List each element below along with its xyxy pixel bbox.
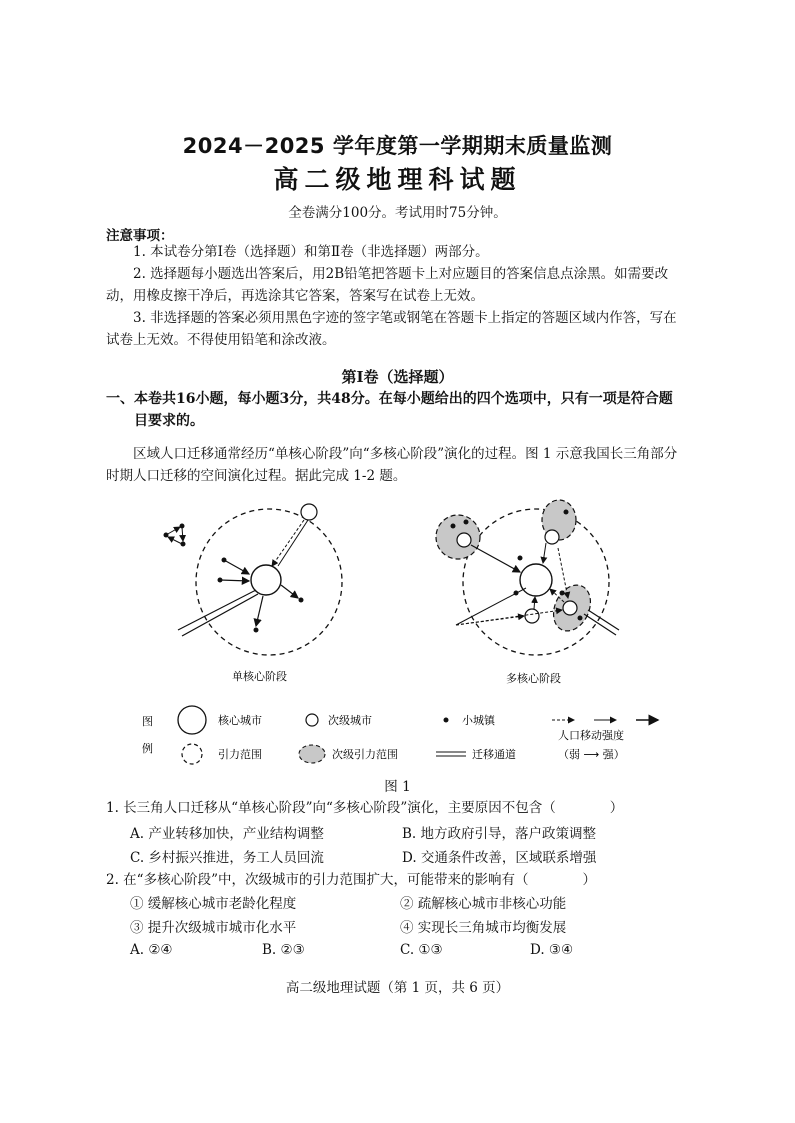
section-title: 第Ⅰ卷（选择题）	[341, 368, 454, 386]
legend	[142, 706, 658, 764]
question-2-stem: 2. 在“多核心阶段”中，次级城市的引力范围扩大，可能带来的影响有（ ）	[106, 872, 596, 888]
subject-title: 高二级地理科试题	[273, 165, 522, 194]
legend-title-2: 例	[142, 742, 153, 755]
migration-diagram	[106, 490, 696, 775]
q2-option-c: C. ①③	[400, 942, 443, 958]
notice-item-3: 3. 非选择题的答案必须用黑色字迹的签字笔或钢笔在答题卡上指定的答题区域内作答，写在试卷上无效。不得使用铅笔和涂改液。	[106, 310, 677, 348]
figure-caption: 图 1	[384, 779, 411, 795]
part-heading-line1: 一、本卷共16小题，每小题3分，共48分。在每小题给出的四个选项中，只有一项是符合题	[106, 391, 673, 407]
label-multi-core: 多核心阶段	[506, 672, 561, 685]
question-stem: 区域人口迁移通常经历“单核心阶段”向“多核心阶段”演化的过程。图 1 示意我国长三角部分时期人口迁移的空间演化过程。据此完成 1-2 题。	[106, 446, 678, 484]
legend-secondary: 次级城市	[328, 714, 372, 727]
legend-flow-line2: （弱 ⟶ 强）	[558, 748, 625, 761]
q2-statement-1: ① 缓解核心城市老龄化程度	[130, 896, 297, 912]
q2-statement-2: ② 疏解核心城市非核心功能	[400, 896, 567, 912]
q2-option-b: B. ②③	[262, 942, 305, 958]
notice-heading: 注意事项：	[106, 228, 174, 244]
question-1-stem: 1. 长三角人口迁移从“单核心阶段”向“多核心阶段”演化，主要原因不包含（ ）	[106, 800, 624, 816]
part-heading-line2: 目要求的。	[134, 413, 204, 429]
label-single-core: 单核心阶段	[232, 670, 287, 683]
legend-town: 小城镇	[462, 714, 495, 727]
multi-core-stage	[436, 500, 619, 655]
q1-option-d: D. 交通条件改善，区域联系增强	[402, 850, 597, 866]
q2-option-d: D. ③④	[530, 942, 574, 958]
exam-info: 全卷满分100分。考试用时75分钟。	[288, 205, 507, 221]
q2-statement-4: ④ 实现长三角城市均衡发展	[400, 920, 567, 936]
q2-statement-3: ③ 提升次级城市城市化水平	[130, 920, 297, 936]
page-footer: 高二级地理试题（第 1 页，共 6 页）	[285, 980, 510, 996]
legend-gravity: 引力范围	[218, 748, 262, 761]
single-core-stage	[164, 504, 343, 655]
q1-option-a: A. 产业转移加快，产业结构调整	[130, 826, 324, 842]
part-heading	[106, 388, 696, 432]
q1-option-c: C. 乡村振兴推进，务工人员回流	[130, 850, 324, 866]
legend-secondary-gravity: 次级引力范围	[332, 748, 398, 761]
legend-core: 核心城市	[218, 714, 262, 727]
legend-title-1: 图	[142, 715, 153, 728]
q2-option-a: A. ②④	[130, 942, 173, 958]
exam-title: 2024－2025 学年度第一学期期末质量监测	[182, 134, 613, 158]
notice-item-1: 1. 本试卷分第Ⅰ卷（选择题）和第Ⅱ卷（非选择题）两部分。	[133, 244, 489, 260]
legend-channel: 迁移通道	[472, 748, 516, 761]
legend-flow-line1: 人口移动强度	[558, 729, 624, 742]
q1-option-b: B. 地方政府引导，落户政策调整	[402, 826, 597, 842]
notice-item-2: 2. 选择题每小题选出答案后，用2B铅笔把答题卡上对应题目的答案信息点涂黑。如需要改动，用橡皮擦干净后，再选涂其它答案，答案写在试卷上无效。	[106, 266, 669, 304]
